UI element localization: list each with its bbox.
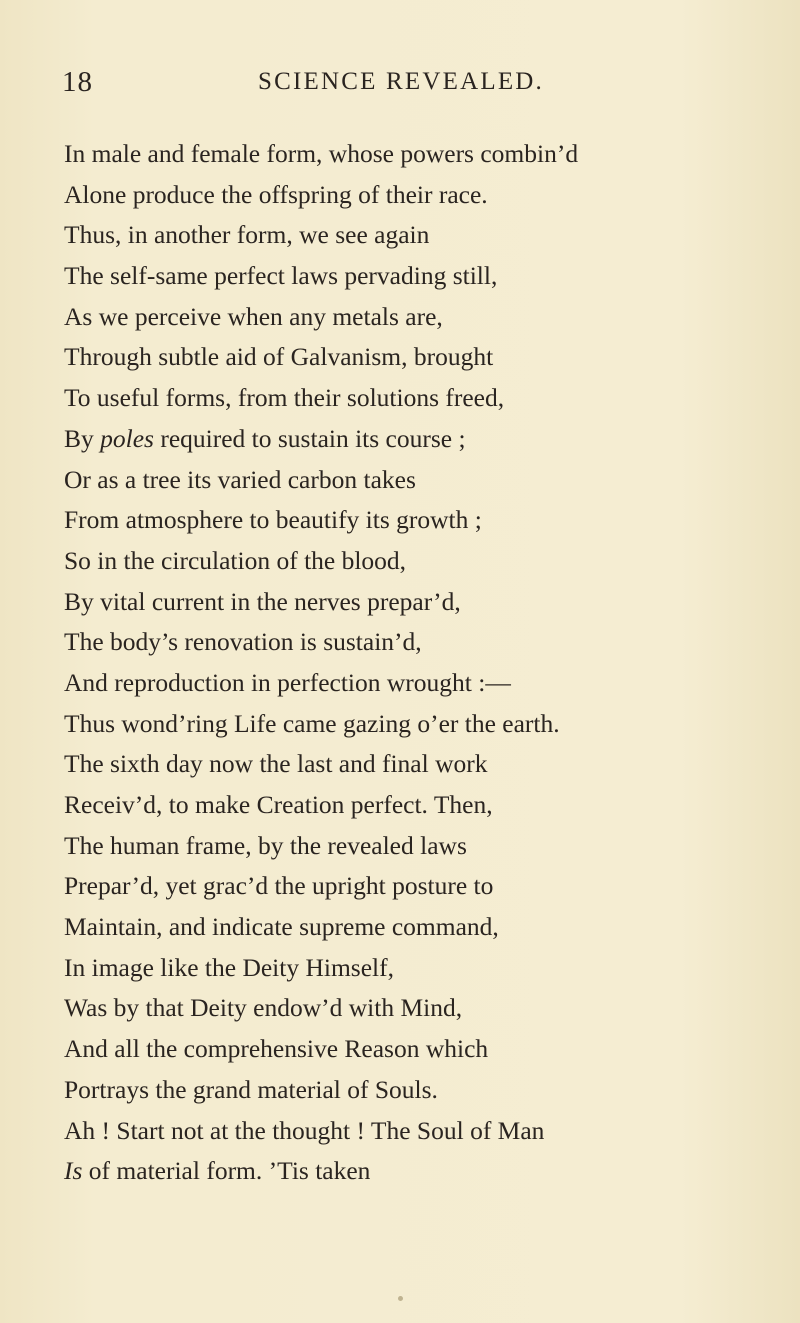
poem-line: Thus, in another form, we see again [64, 220, 430, 250]
italic-word: Is [64, 1156, 83, 1186]
running-head: SCIENCE REVEALED. [258, 68, 544, 95]
poem-line: Receiv’d, to make Creation perfect. Then, [64, 790, 493, 819]
poem-line: Portrays the grand material of Souls. [64, 1074, 438, 1104]
poem-line: Maintain, and indicate supreme command, [64, 912, 499, 942]
poem-line: From atmosphere to beautify its growth ; [64, 505, 482, 535]
poem-line: Alone produce the offspring of their race. [64, 179, 488, 209]
poem-line: In male and female form, whose powers combin’d [64, 139, 579, 168]
poem-line: Is of material form. ’Tis taken [64, 1156, 371, 1186]
poem-line: In image like the Deity Himself, [64, 952, 394, 982]
page-number: 18 [62, 66, 93, 98]
poem-line: Ah ! Start not at the thought ! The Soul of Man [64, 1115, 545, 1145]
poem-text [64, 134, 784, 1192]
poem-line: The sixth day now the last and final work [64, 749, 488, 779]
page-header [0, 66, 800, 106]
poem-line: And reproduction in perfection wrought :— [64, 667, 511, 697]
poem-line: Prepar’d, yet grac’d the upright posture to [64, 871, 494, 901]
poem-line: The body’s renovation is sustain’d, [64, 627, 422, 657]
poem-line: Through subtle aid of Galvanism, brought [64, 342, 494, 372]
poem-line: By vital current in the nerves prepar’d, [64, 586, 461, 616]
paper-speck [398, 1296, 403, 1301]
poem-line: The self-same perfect laws pervading still, [64, 261, 498, 291]
poem-line: To useful forms, from their solutions freed, [64, 383, 505, 413]
poem-line: Or as a tree its varied carbon takes [64, 464, 416, 494]
poem-line: So in the circulation of the blood, [64, 545, 407, 575]
poem-line: The human frame, by the revealed laws [64, 830, 467, 860]
poem-line: Was by that Deity endow’d with Mind, [64, 993, 463, 1023]
poem-line: By poles required to sustain its course ; [64, 423, 466, 453]
italic-word: poles [100, 423, 154, 453]
poem-line: As we perceive when any metals are, [64, 301, 443, 331]
poem-line: Thus wond’ring Life came gazing o’er the earth. [64, 708, 560, 738]
poem-line: And all the comprehensive Reason which [64, 1034, 489, 1064]
